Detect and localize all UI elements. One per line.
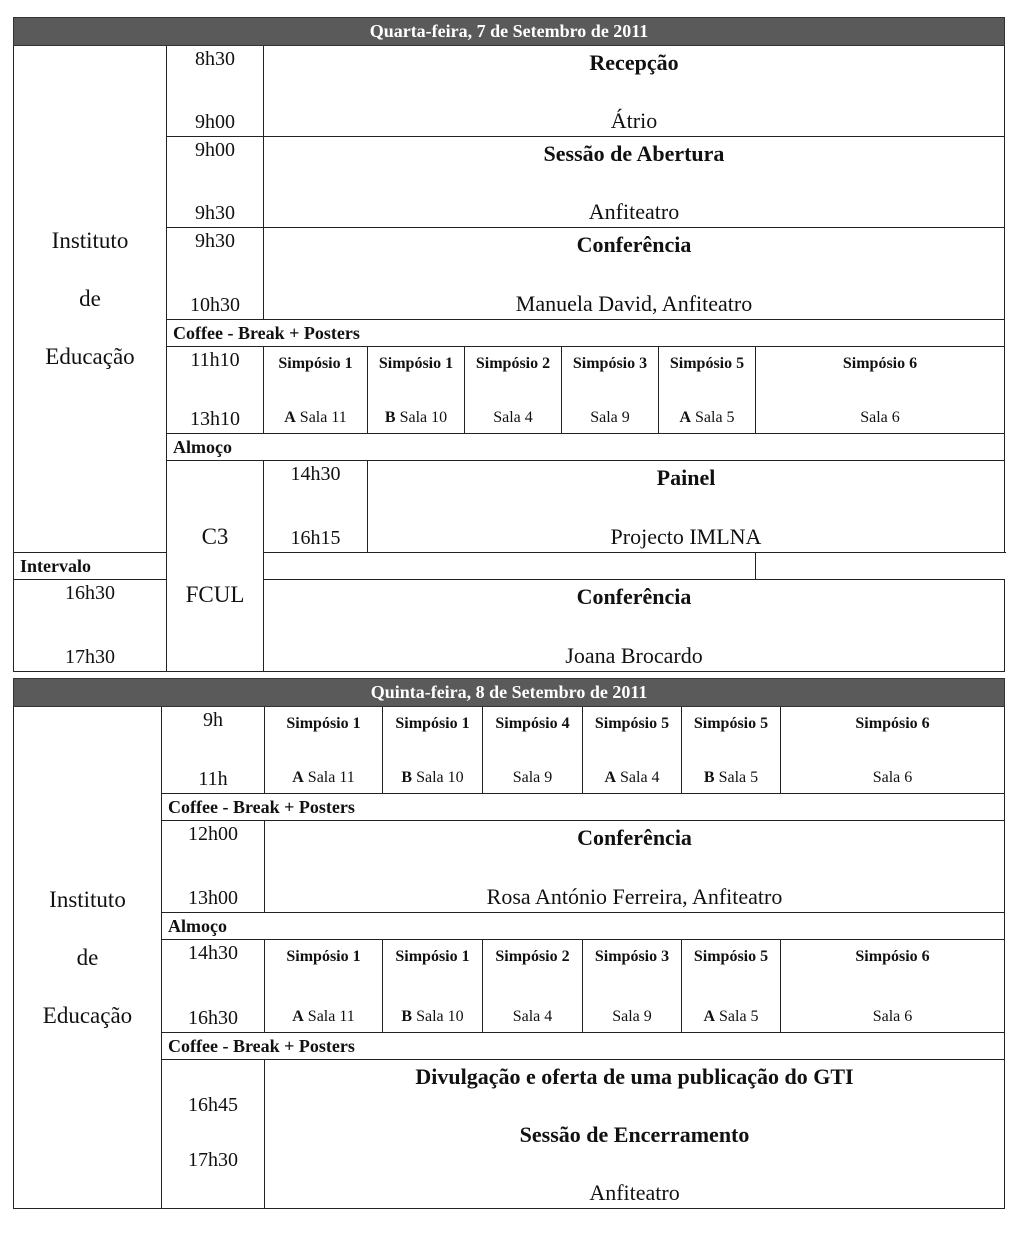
start-time: 8h30 xyxy=(195,48,235,70)
event-encerramento xyxy=(265,1060,1005,1209)
symposium-name: Simpósio 3 xyxy=(572,355,648,372)
event-title: Sessão de Encerramento xyxy=(519,1122,750,1147)
event-location: Anfiteatro xyxy=(588,199,680,224)
room-label: Sala 11 xyxy=(307,1008,355,1025)
coffee-break-row: Coffee - Break + Posters xyxy=(162,794,1005,821)
room-label: Sala 10 xyxy=(399,409,448,426)
symposium-name: Simpósio 1 xyxy=(378,355,454,372)
symposium-room xyxy=(483,1008,582,1026)
room-label: Sala 6 xyxy=(860,409,900,426)
symposium-room xyxy=(265,769,382,787)
event-conferencia xyxy=(264,228,1005,320)
symposium-name: Simpósio 1 xyxy=(286,948,361,965)
event-recepcao xyxy=(264,46,1005,137)
symposium-name: Simpósio 5 xyxy=(594,715,670,732)
symposium-cell xyxy=(483,707,583,794)
event-title: Recepção xyxy=(589,50,679,75)
event-title: Conferência xyxy=(576,584,692,609)
symposium-room xyxy=(781,769,1004,787)
symposium-cell xyxy=(465,347,562,434)
symposium-name: Simpósio 6 xyxy=(855,715,930,732)
room-label: Sala 5 xyxy=(719,1008,759,1025)
room-label: Sala 5 xyxy=(718,769,759,786)
end-time: 16h15 xyxy=(290,527,341,549)
end-time: 10h30 xyxy=(190,294,240,316)
event-conferencia xyxy=(264,580,1005,672)
symposium-room xyxy=(682,1008,780,1026)
symposium-room xyxy=(264,409,367,427)
room-label: Sala 4 xyxy=(620,769,660,786)
end-time: 16h30 xyxy=(188,1007,238,1029)
room-label: Sala 9 xyxy=(612,1008,652,1025)
symposium-cell xyxy=(583,707,682,794)
start-time: 16h30 xyxy=(65,582,115,604)
symposium-room xyxy=(583,1008,681,1026)
place-line: de xyxy=(76,944,99,970)
symposium-name: Simpósio 1 xyxy=(395,948,470,965)
symposium-room xyxy=(781,1008,1004,1026)
symposium-cell xyxy=(383,940,483,1033)
event-title: Conferência xyxy=(576,232,692,257)
room-label: Sala 10 xyxy=(416,769,464,786)
symposium-group: B xyxy=(384,409,396,426)
symposium-room xyxy=(383,1008,482,1026)
symposium-room xyxy=(583,769,681,787)
end-time: 17h30 xyxy=(65,646,115,668)
symposium-cell xyxy=(682,707,781,794)
symposium-cell xyxy=(756,347,1005,434)
room-label: Sala 11 xyxy=(307,769,355,786)
event-location: Manuela David, Anfiteatro xyxy=(515,291,753,316)
time-cell xyxy=(167,137,264,228)
time-cell xyxy=(264,461,368,553)
symposium-cell xyxy=(682,940,781,1033)
place-line: FCUL xyxy=(185,582,245,607)
end-time: 9h30 xyxy=(195,202,235,224)
symposium-room xyxy=(659,409,755,427)
end-time: 13h10 xyxy=(190,408,240,430)
end-time: 17h30 xyxy=(188,1149,238,1171)
room-label: Sala 6 xyxy=(872,769,913,786)
start-time: 14h30 xyxy=(188,942,238,964)
place-line: de xyxy=(79,286,101,311)
day1-header: Quarta-feira, 7 de Setembro de 2011 xyxy=(14,18,1005,46)
symposium-room xyxy=(465,409,561,427)
place-instituto-day2 xyxy=(14,707,162,1209)
symposium-cell xyxy=(368,347,465,434)
symposium-name: Simpósio 2 xyxy=(495,948,570,965)
day2-header: Quinta-feira, 8 de Setembro de 2011 xyxy=(14,679,1005,707)
symposium-cell xyxy=(265,940,383,1033)
coffee-break-row: Coffee - Break + Posters xyxy=(162,1033,1005,1060)
start-time: 9h30 xyxy=(195,230,235,252)
symposium-group: A xyxy=(292,769,304,786)
symposium-room xyxy=(368,409,464,427)
place-instituto-day1 xyxy=(14,46,167,553)
symposium-name: Simpósio 5 xyxy=(669,355,745,372)
time-cell xyxy=(162,821,265,913)
time-cell xyxy=(167,46,264,137)
event-title: Divulgação e oferta de uma publicação do GTI xyxy=(415,1064,854,1089)
symposium-group: A xyxy=(604,769,616,786)
end-time: 9h00 xyxy=(195,111,235,133)
room-label: Sala 5 xyxy=(695,409,735,426)
event-location: Joana Brocardo xyxy=(565,643,703,668)
symposium-cell xyxy=(264,347,368,434)
symposium-room xyxy=(265,1008,382,1026)
place-line: C3 xyxy=(201,524,229,549)
symposium-name: Simpósio 6 xyxy=(842,355,918,372)
lunch-row: Almoço xyxy=(162,913,1005,940)
event-title: Sessão de Abertura xyxy=(543,141,725,166)
room-label: Sala 4 xyxy=(493,409,533,426)
symposium-cell xyxy=(562,347,659,434)
symposium-name: Simpósio 2 xyxy=(475,355,551,372)
room-label: Sala 9 xyxy=(590,409,630,426)
end-time: 13h00 xyxy=(188,887,238,909)
place-line: Educação xyxy=(42,1002,133,1028)
start-time: 9h00 xyxy=(195,139,235,161)
start-time: 9h xyxy=(203,709,223,731)
place-line: Instituto xyxy=(51,228,129,253)
symposium-name: Simpósio 1 xyxy=(395,715,470,732)
start-time: 16h45 xyxy=(188,1094,238,1116)
symposium-group: A xyxy=(292,1008,304,1025)
symposium-cell xyxy=(483,940,583,1033)
room-label: Sala 9 xyxy=(512,769,553,786)
time-cell xyxy=(162,1060,265,1209)
day1-table xyxy=(13,17,1005,672)
event-abertura xyxy=(264,137,1005,228)
symposium-name: Simpósio 1 xyxy=(278,355,353,372)
symposium-name: Simpósio 5 xyxy=(693,715,769,732)
event-location: Átrio xyxy=(610,108,658,133)
event-location: Projecto IMLNA xyxy=(610,524,762,549)
time-cell xyxy=(14,580,167,672)
symposium-cell xyxy=(265,707,383,794)
symposium-room xyxy=(682,769,780,787)
symposium-group: B xyxy=(401,1008,413,1025)
symposium-group: A xyxy=(679,409,691,426)
end-time: 11h xyxy=(198,768,228,790)
event-location: Anfiteatro xyxy=(589,1180,680,1205)
event-title: Conferência xyxy=(577,825,692,850)
symposium-room xyxy=(483,769,582,787)
start-time: 14h30 xyxy=(290,463,341,485)
event-location: Rosa António Ferreira, Anfiteatro xyxy=(486,884,783,909)
interval-row: Intervalo xyxy=(14,553,756,580)
event-painel xyxy=(368,461,1005,553)
coffee-break-row: Coffee - Break + Posters xyxy=(167,320,1005,347)
start-time: 11h10 xyxy=(190,349,240,371)
symposium-room xyxy=(562,409,658,427)
symposium-name: Simpósio 3 xyxy=(594,948,670,965)
room-label: Sala 6 xyxy=(872,1008,913,1025)
time-cell xyxy=(167,228,264,320)
room-label: Sala 10 xyxy=(416,1008,464,1025)
time-cell xyxy=(162,940,265,1033)
symposium-name: Simpósio 6 xyxy=(855,948,930,965)
time-cell xyxy=(162,707,265,794)
room-label: Sala 4 xyxy=(512,1008,553,1025)
symposium-name: Simpósio 1 xyxy=(286,715,361,732)
symposium-cell xyxy=(583,940,682,1033)
place-line: Instituto xyxy=(49,886,126,912)
symposium-group: B xyxy=(401,769,413,786)
symposium-group: A xyxy=(284,409,296,426)
symposium-cell xyxy=(659,347,756,434)
symposium-room xyxy=(383,769,482,787)
symposium-name: Simpósio 4 xyxy=(495,715,570,732)
place-line: Educação xyxy=(45,344,135,369)
symposium-cell xyxy=(781,707,1005,794)
symposium-name: Simpósio 5 xyxy=(693,948,769,965)
symposium-group: A xyxy=(703,1008,715,1025)
symposium-room xyxy=(756,409,1004,427)
day2-table xyxy=(13,678,1005,1209)
start-time: 12h00 xyxy=(188,823,238,845)
symposium-group: B xyxy=(703,769,715,786)
event-title: Painel xyxy=(656,465,716,490)
symposium-cell xyxy=(383,707,483,794)
room-label: Sala 11 xyxy=(299,409,347,426)
symposium-cell xyxy=(781,940,1005,1033)
lunch-row: Almoço xyxy=(167,434,1005,461)
time-cell xyxy=(167,347,264,434)
event-conferencia xyxy=(265,821,1005,913)
